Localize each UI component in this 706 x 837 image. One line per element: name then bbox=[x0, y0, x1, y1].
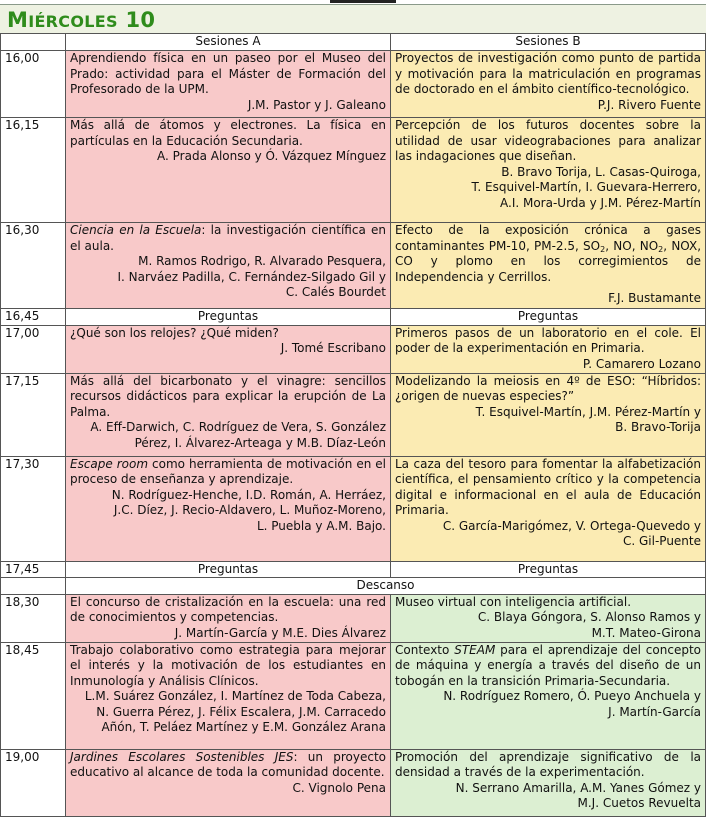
talk-authors: B. Bravo Torija, L. Casas-Quiroga, bbox=[501, 164, 701, 179]
time-cell: 17,15 bbox=[1, 373, 66, 456]
session-b-cell bbox=[391, 325, 706, 373]
talk-authors: C. Gil-Puente bbox=[622, 534, 701, 548]
time-cell: 19,00 bbox=[1, 749, 66, 816]
time-cell: 17,00 bbox=[1, 325, 66, 373]
talk-title-italic: Ciencia en la Escuela bbox=[70, 223, 202, 237]
talk-authors: B. Bravo-Torija bbox=[615, 420, 701, 434]
talk-authors: C. García-Marigómez, V. Ortega-Quevedo y bbox=[442, 518, 701, 533]
talk-title bbox=[395, 223, 701, 285]
session-a-cell bbox=[66, 118, 391, 223]
table-row bbox=[1, 51, 706, 118]
break-row bbox=[1, 578, 706, 595]
talk-title-rest: como herramienta de motivación en el proceso de enseñanza y aprendizaje. bbox=[70, 456, 386, 486]
talk-title bbox=[70, 457, 386, 488]
talk-title-part: , NOX, CO y plomo en los corregimientos de Independencia y Cerrillos. bbox=[395, 238, 702, 284]
talk-title: Más allá del bicarbonato y el vinagre: sencillos recursos didácticos para explicar la erupción de La Palma. bbox=[70, 373, 386, 419]
day-header bbox=[0, 4, 706, 34]
questions-b: Preguntas bbox=[391, 561, 706, 578]
talk-authors: C. Vignolo Pena bbox=[292, 780, 386, 795]
talk-title-italic: STEAM bbox=[454, 642, 496, 657]
talk-title: El concurso de cristalización en la escuela: una red de conocimientos y competencias. bbox=[70, 594, 386, 624]
session-b-cell bbox=[391, 223, 706, 309]
session-a-cell bbox=[66, 51, 391, 118]
time-cell: 16,15 bbox=[1, 118, 66, 223]
time-cell: 17,45 bbox=[1, 561, 66, 578]
talk-authors: A. Eff-Darwich, C. Rodríguez de Vera, S. González bbox=[90, 420, 386, 434]
talk-title: Promoción del aprendizaje significativo de la densidad a través de la experimentación. bbox=[395, 749, 701, 779]
time-cell: 18,45 bbox=[1, 642, 66, 749]
talk-title-rest: : la investigación científica en el aula. bbox=[70, 223, 386, 253]
questions-row bbox=[1, 309, 706, 326]
talk-authors: N. Serrano Amarilla, A.M. Yanes Gómez y bbox=[455, 780, 701, 795]
session-b-cell bbox=[391, 642, 706, 749]
title-day-number: 10 bbox=[125, 8, 156, 32]
sessions-b-header: Sesiones B bbox=[391, 34, 706, 51]
talk-authors: J. Martín-García y M.E. Dies Álvarez bbox=[174, 625, 386, 640]
time-header-cell bbox=[1, 34, 66, 51]
talk-title-italic: Escape room bbox=[70, 456, 149, 471]
talk-authors: C. Blaya Góngora, S. Alonso Ramos y bbox=[477, 610, 701, 624]
talk-authors: M. Ramos Rodrigo, R. Alvarado Pesquera, bbox=[138, 254, 386, 268]
talk-authors: Añón, T. Peláez Martínez y E.M. González Arana bbox=[101, 720, 386, 734]
questions-a: Preguntas bbox=[66, 309, 391, 326]
title-rest: IÉRCOLES bbox=[28, 12, 118, 31]
table-row bbox=[1, 373, 706, 456]
talk-authors: P.J. Rivero Fuente bbox=[597, 97, 701, 112]
session-a-cell bbox=[66, 642, 391, 749]
time-cell: 16,00 bbox=[1, 51, 66, 118]
talk-authors: P. Camarero Lozano bbox=[582, 356, 701, 371]
talk-authors: N. Rodríguez Romero, Ó. Pueyo Anchuela y bbox=[443, 689, 701, 703]
table-row bbox=[1, 749, 706, 816]
talk-title: Proyectos de investigación como punto de partida y motivación para la matriculación en programas de doctorado en el ámbito científico-tecnológico. bbox=[395, 51, 701, 96]
talk-authors: J.C. Díez, J. Recio-Aldavero, L. Muñoz-Moreno, bbox=[113, 503, 386, 517]
talk-authors: A.I. Mora-Urda y J.M. Pérez-Martín bbox=[500, 195, 701, 210]
session-b-cell bbox=[391, 373, 706, 456]
talk-authors: M.J. Cuetos Revuelta bbox=[577, 796, 701, 810]
talk-authors: J. Tomé Escribano bbox=[280, 341, 386, 355]
table-row bbox=[1, 594, 706, 642]
break-label: Descanso bbox=[66, 578, 706, 595]
talk-title-part: , NO, NO bbox=[605, 238, 659, 253]
talk-authors: F.J. Bustamante bbox=[608, 291, 701, 305]
title-initial: M bbox=[7, 8, 29, 32]
talk-title-part: para el aprendizaje del concepto de máquina y energía a través del diseño de un tobogán en la transición Primaria-Secundaria. bbox=[395, 642, 701, 688]
talk-authors: L.M. Suárez González, I. Martínez de Toda Cabeza, bbox=[84, 689, 386, 703]
talk-title-part: Efecto de la exposición crónica a gases contaminantes PM-10, PM-2.5, SO bbox=[395, 223, 701, 253]
session-b-cell bbox=[391, 51, 706, 118]
top-edge-bar bbox=[330, 0, 396, 3]
session-a-cell bbox=[66, 223, 391, 309]
talk-title: La caza del tesoro para fomentar la alfabetización científica, el pensamiento crítico y la competencia digital e informacional en el aula de Educación Primaria. bbox=[395, 456, 701, 517]
time-cell: 17,30 bbox=[1, 456, 66, 561]
session-b-cell bbox=[391, 594, 706, 642]
table-row bbox=[1, 118, 706, 223]
talk-authors: C. Calés Bourdet bbox=[285, 285, 386, 299]
questions-a: Preguntas bbox=[66, 561, 391, 578]
questions-b: Preguntas bbox=[391, 309, 706, 326]
session-a-cell bbox=[66, 749, 391, 816]
session-b-cell bbox=[391, 456, 706, 561]
schedule-table bbox=[0, 33, 706, 817]
session-a-cell bbox=[66, 373, 391, 456]
session-b-cell bbox=[391, 118, 706, 223]
talk-title bbox=[70, 750, 386, 781]
talk-title: Primeros pasos de un laboratorio en el cole. El poder de la experimentación en Primaria. bbox=[395, 325, 701, 355]
session-a-cell bbox=[66, 594, 391, 642]
time-cell: 18,30 bbox=[1, 594, 66, 642]
talk-authors: L. Puebla y A.M. Bajo. bbox=[256, 518, 386, 533]
talk-title: Percepción de los futuros docentes sobre la utilidad de usar videograbaciones para analizar las indagaciones que diseñan. bbox=[395, 118, 701, 163]
session-a-cell bbox=[66, 325, 391, 373]
session-a-cell bbox=[66, 456, 391, 561]
time-cell bbox=[1, 578, 66, 595]
talk-title-rest: : un proyecto educativo al alcance de toda la comunidad docente. bbox=[70, 749, 386, 779]
talk-authors: I. Narváez Padilla, C. Fernández-Silgado Gil y bbox=[117, 269, 386, 284]
talk-title: ¿Qué son los relojes? ¿Qué miden? bbox=[70, 325, 279, 340]
talk-authors: J.M. Pastor y J. Galeano bbox=[247, 97, 386, 112]
talk-authors: Pérez, I. Álvarez-Arteaga y M.B. Díaz-León bbox=[134, 435, 386, 450]
talk-authors: N. Guerra Pérez, J. Félix Escalera, J.M. Carracedo bbox=[96, 704, 386, 719]
talk-title: Aprendiendo física en un paseo por el Museo del Prado: actividad para el Máster de Formación del Profesorado de la UPM. bbox=[70, 51, 386, 96]
table-row bbox=[1, 456, 706, 561]
talk-title-italic: Jardines Escolares Sostenibles JES bbox=[70, 749, 294, 764]
talk-authors: N. Rodríguez-Henche, I.D. Román, A. Herráez, bbox=[111, 487, 386, 502]
talk-authors: A. Prada Alonso y Ó. Vázquez Mínguez bbox=[157, 149, 386, 163]
questions-row bbox=[1, 561, 706, 578]
talk-authors: T. Esquivel-Martín, J.M. Pérez-Martín y bbox=[475, 404, 701, 419]
subscript: 2 bbox=[600, 244, 606, 254]
header-row bbox=[1, 34, 706, 51]
talk-authors: J. Martín-García bbox=[608, 704, 701, 719]
talk-authors: M.T. Mateo-Girona bbox=[591, 625, 701, 640]
talk-title: Más allá de átomos y electrones. La física en partículas en la Educación Secundaria. bbox=[70, 118, 386, 148]
subscript: 2 bbox=[658, 244, 664, 254]
session-b-cell bbox=[391, 749, 706, 816]
talk-authors: T. Esquivel-Martín, I. Guevara-Herrero, bbox=[471, 180, 701, 194]
talk-title bbox=[70, 223, 386, 254]
talk-title: Modelizando la meiosis en 4º de ESO: “Híbridos: ¿origen de nuevas especies?” bbox=[395, 373, 701, 403]
time-cell: 16,30 bbox=[1, 223, 66, 309]
table-row bbox=[1, 642, 706, 749]
talk-title bbox=[395, 643, 701, 690]
talk-title: Trabajo colaborativo como estrategia para mejorar el interés y la motivación de los estudiantes en Inmunología y Análisis Clínicos. bbox=[70, 642, 386, 688]
table-row bbox=[1, 325, 706, 373]
sessions-a-header: Sesiones A bbox=[66, 34, 391, 51]
table-row bbox=[1, 223, 706, 309]
talk-title-part: Contexto bbox=[395, 642, 455, 657]
time-cell: 16,45 bbox=[1, 309, 66, 326]
talk-title: Museo virtual con inteligencia artificial. bbox=[395, 594, 632, 609]
